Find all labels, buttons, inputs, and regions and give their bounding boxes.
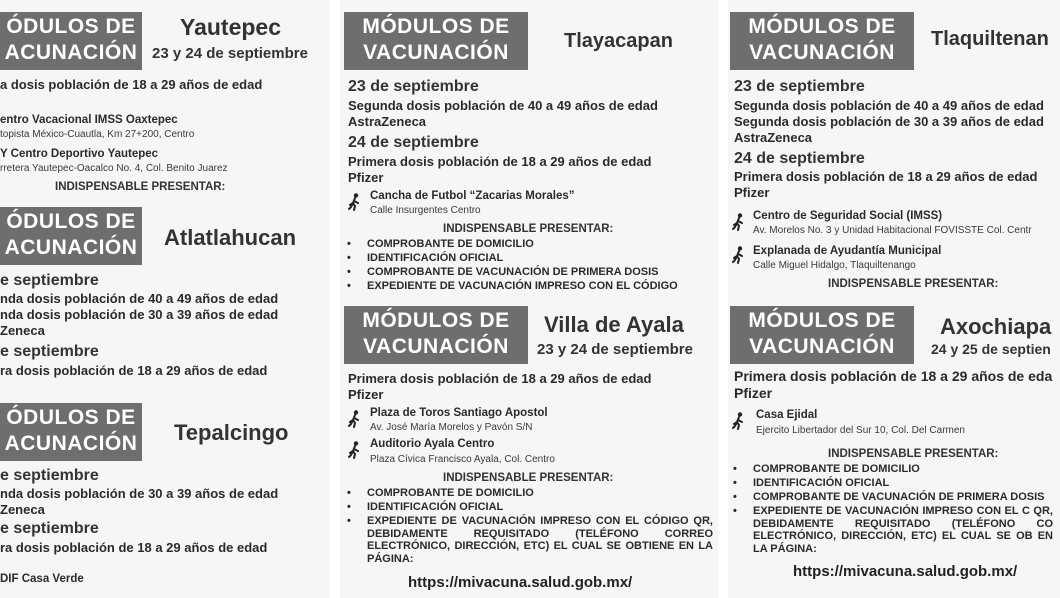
date-heading: e septiembre: [0, 343, 99, 360]
modulos-banner: ÓDULOS DE ACUNACIÓN: [0, 207, 142, 265]
dose-line: ra dosis población de 18 a 29 años de edad: [0, 540, 268, 555]
town-title: Axochiapa: [940, 314, 1052, 339]
requirement-item: • COMPROBANTE DE DOMICILIO: [367, 238, 534, 250]
date-heading: e septiembre: [0, 272, 99, 289]
modulos-banner: ÓDULOS DE ACUNACIÓN: [0, 403, 142, 461]
venue-name: Plaza de Toros Santiago Apostol: [370, 407, 548, 419]
modulos-banner: ÓDULOS DE ACUNACIÓN: [0, 12, 142, 70]
dose-line: Primera dosis población de 18 a 29 años de eda: [734, 368, 1053, 384]
date-heading: e septiembre: [0, 467, 99, 484]
venue-address: Av. Morelos No. 3 y Unidad Habitacional FOVISSTE Col. Centr: [753, 225, 1032, 236]
requirement-item: • IDENTIFICACIÓN OFICIAL: [753, 477, 889, 489]
requirement-item: • COMPROBANTE DE VACUNACIÓN DE PRIMERA DOSIS: [367, 266, 659, 278]
venue-name: entro Vacacional IMSS Oaxtepec: [0, 114, 178, 126]
dose-line: nda dosis población de 40 a 49 años de edad: [0, 291, 279, 306]
venue-address: Calle Miguel Hidalgo, Tlaquiltenango: [753, 260, 916, 271]
indispensable-heading: INDISPENSABLE PRESENTAR:: [828, 278, 999, 290]
vaccine-name: AstraZeneca: [348, 114, 427, 129]
walking-person-icon: [732, 412, 746, 430]
walking-person-icon: [732, 246, 746, 264]
vaccine-name: Pfizer: [348, 387, 384, 402]
town-title: Tepalcingo: [174, 420, 289, 445]
venue-name: Cancha de Futbol “Zacarias Morales”: [370, 190, 575, 202]
venue-address: topista México-Cuautla, Km 27+200, Centro: [0, 129, 195, 140]
dose-line: Segunda dosis población de 40 a 49 años de edad: [348, 98, 658, 113]
vaccine-name: Pfizer: [734, 385, 773, 401]
town-title: Villa de Ayala: [544, 312, 684, 337]
dose-line: nda dosis población de 30 a 39 años de edad: [0, 307, 279, 322]
dose-line: Segunda dosis población de 30 a 39 años de edad: [734, 114, 1044, 129]
indispensable-heading: INDISPENSABLE PRESENTAR:: [55, 181, 226, 193]
requirement-item: • IDENTIFICACIÓN OFICIAL: [367, 252, 503, 264]
venue-address: Ejercito Libertador del Sur 10, Col. Del Carmen: [756, 425, 965, 436]
vaccine-name: AstraZeneca: [734, 130, 813, 145]
venue-name: Centro de Seguridad Social (IMSS): [753, 210, 943, 222]
venue-name: Explanada de Ayudantía Municipal: [753, 245, 942, 257]
column-divider: [718, 0, 728, 598]
town-title: Atlatlahucan: [164, 225, 297, 250]
walking-person-icon: [348, 410, 362, 428]
dates: 24 y 25 de septien: [931, 341, 1051, 357]
dates: 23 y 24 de septiembre: [537, 341, 693, 358]
vaccine-name: Pfizer: [734, 185, 770, 200]
date-heading: 24 de septiembre: [348, 134, 479, 151]
requirement-item-expediente: EXPEDIENTE DE VACUNACIÓN IMPRESO CON EL CÓDIGO QR, DEBIDAMENTE REQUISITADO (TELÉFONO CORREO ELECTRÓNICO, DIRECCIÓN, ETC) EL CUAL SE OBTIENE EN LA PÁGINA:: [367, 515, 713, 565]
modulos-banner: MÓDULOS DE VACUNACIÓN: [730, 306, 914, 364]
vaccine-name: Zeneca: [0, 323, 45, 338]
vaccine-name: Pfizer: [348, 170, 384, 185]
town-title: Tlaquiltenan: [931, 28, 1049, 50]
walking-person-icon: [348, 441, 362, 459]
indispensable-heading: INDISPENSABLE PRESENTAR:: [828, 448, 999, 460]
date-heading: 23 de septiembre: [348, 78, 479, 95]
vaccine-name: Zeneca: [0, 502, 45, 517]
town-title: Yautepec: [180, 14, 281, 40]
modulos-banner: MÓDULOS DE VACUNACIÓN: [344, 306, 528, 364]
modulos-banner: MÓDULOS DE VACUNACIÓN: [730, 12, 914, 70]
mivacuna-link[interactable]: https://mivacuna.salud.gob.mx/: [793, 563, 1018, 580]
mivacuna-link[interactable]: https://mivacuna.salud.gob.mx/: [408, 574, 633, 591]
walking-person-icon: [348, 193, 362, 211]
dose-line: a dosis población de 18 a 29 años de edad: [0, 77, 263, 92]
venue-name: Auditorio Ayala Centro: [370, 438, 495, 450]
indispensable-heading: INDISPENSABLE PRESENTAR:: [443, 223, 614, 235]
dose-line: Primera dosis población de 18 a 29 años de edad: [348, 154, 652, 169]
dose-line: nda dosis población de 30 a 39 años de edad: [0, 486, 279, 501]
requirement-item: • COMPROBANTE DE DOMICILIO: [367, 487, 534, 499]
requirement-item: • EXPEDIENTE DE VACUNACIÓN IMPRESO CON EL CÓDIGO: [367, 280, 678, 292]
date-heading: 24 de septiembre: [734, 150, 865, 167]
dates: 23 y 24 de septiembre: [152, 45, 308, 62]
venue-address: Calle Insurgentes Centro: [370, 205, 481, 216]
venue-name: Y Centro Deportivo Yautepec: [0, 148, 159, 160]
venue-address: rretera Yautepec-Oacalco No. 4, Col. Benito Juarez: [0, 163, 228, 174]
column-divider: [330, 0, 340, 598]
modulos-banner: MÓDULOS DE VACUNACIÓN: [344, 12, 528, 70]
venue-name: Casa Ejidal: [756, 409, 818, 421]
dose-line: Primera dosis población de 18 a 29 años de edad: [734, 169, 1038, 184]
requirement-item-expediente: EXPEDIENTE DE VACUNACIÓN IMPRESO CON EL C QR, DEBIDAMENTE REQUISITADO (TELÉFONO CO ELECTRÓNICO, DIRECCIÓN, ETC) EL CUAL SE OB EN LA PÁGINA:: [753, 505, 1053, 555]
venue-address: Plaza Cívica Francisco Ayala, Col. Centro: [370, 454, 555, 465]
town-title: Tlayacapan: [564, 30, 673, 52]
dose-line: Primera dosis población de 18 a 29 años de edad: [348, 371, 652, 386]
venue-name: DIF Casa Verde: [0, 573, 84, 585]
venue-address: Av. José María Morelos y Pavón S/N: [370, 422, 533, 433]
dose-line: Segunda dosis población de 40 a 49 años de edad: [734, 98, 1044, 113]
requirement-item: • COMPROBANTE DE VACUNACIÓN DE PRIMERA DOSIS: [753, 491, 1045, 503]
date-heading: e septiembre: [0, 520, 99, 537]
dose-line: ra dosis población de 18 a 29 años de edad: [0, 363, 268, 378]
requirement-item: • COMPROBANTE DE DOMICILIO: [753, 463, 920, 475]
walking-person-icon: [732, 213, 746, 231]
requirement-item: • IDENTIFICACIÓN OFICIAL: [367, 501, 503, 513]
date-heading: 23 de septiembre: [734, 78, 865, 95]
indispensable-heading: INDISPENSABLE PRESENTAR:: [443, 472, 614, 484]
